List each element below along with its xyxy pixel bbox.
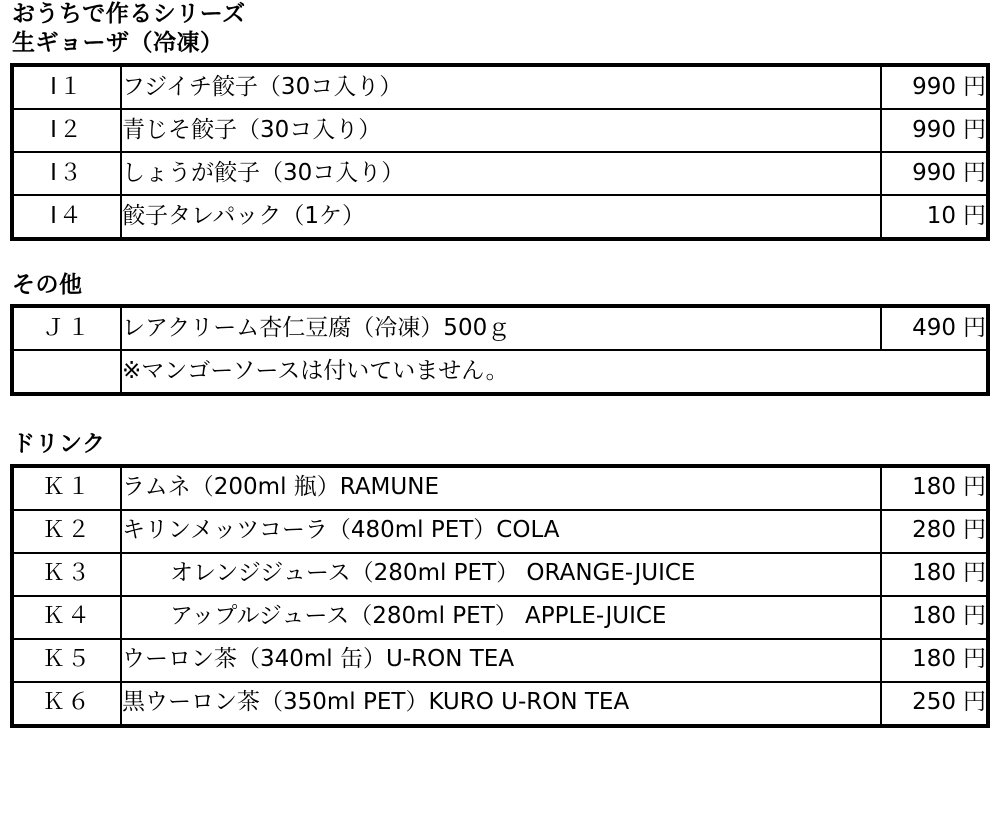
price-value: 990 xyxy=(912,73,956,100)
price-unit: 円 xyxy=(963,202,986,229)
item-price xyxy=(881,109,988,152)
price-value: 990 xyxy=(912,159,956,186)
item-code: Ｋ２ xyxy=(12,510,121,553)
table-row xyxy=(12,152,988,195)
item-code: Ｊ１ xyxy=(12,306,121,350)
item-name: オレンジジュース（280ml PET） ORANGE-JUICE xyxy=(121,553,881,596)
price-unit: 円 xyxy=(963,159,986,186)
item-code: Ｋ１ xyxy=(12,466,121,510)
item-name: ウーロン茶（340ml 缶）U-RON TEA xyxy=(121,639,881,682)
item-price xyxy=(881,306,988,350)
price-unit: 円 xyxy=(963,646,986,673)
table-row xyxy=(12,109,988,152)
price-unit: 円 xyxy=(963,73,986,100)
page-title: おうちで作るシリーズ xyxy=(12,1,246,27)
price-value: 250 xyxy=(912,689,956,716)
item-code: Ⅰ４ xyxy=(12,195,121,239)
table-row-note xyxy=(12,350,988,394)
price-unit: 円 xyxy=(963,315,986,342)
item-code: Ｋ５ xyxy=(12,639,121,682)
price-value: 180 xyxy=(912,646,956,673)
section-spacer xyxy=(10,241,990,271)
item-name: フジイチ餃子（30コ入り） xyxy=(121,65,881,109)
price-value: 490 xyxy=(912,315,956,342)
table-row xyxy=(12,553,988,596)
price-unit: 円 xyxy=(963,517,986,544)
item-code: Ｋ３ xyxy=(12,553,121,596)
table-other xyxy=(10,304,990,396)
table-gyoza xyxy=(10,63,990,241)
table-row xyxy=(12,306,988,350)
item-name: 黒ウーロン茶（350ml PET）KURO U-RON TEA xyxy=(121,682,881,726)
price-unit: 円 xyxy=(963,603,986,630)
table-row xyxy=(12,682,988,726)
table-row xyxy=(12,510,988,553)
section-subtitle-gyoza: 生ギョーザ（冷凍） xyxy=(12,30,224,57)
price-value: 180 xyxy=(912,474,956,501)
price-value: 180 xyxy=(912,603,956,630)
item-price xyxy=(881,466,988,510)
price-unit: 円 xyxy=(963,116,986,143)
item-code: Ｋ６ xyxy=(12,682,121,726)
item-code: Ⅰ２ xyxy=(12,109,121,152)
section-heading-drink xyxy=(10,430,990,459)
item-price xyxy=(881,639,988,682)
item-price xyxy=(881,553,988,596)
section-heading-gyoza xyxy=(10,0,990,59)
item-code-empty xyxy=(12,350,121,394)
item-code: Ⅰ３ xyxy=(12,152,121,195)
item-price xyxy=(881,65,988,109)
item-name: ラムネ（200ml 瓶）RAMUNE xyxy=(121,466,881,510)
item-price xyxy=(881,195,988,239)
section-title-other: その他 xyxy=(12,271,83,298)
price-value: 990 xyxy=(912,116,956,143)
item-price xyxy=(881,682,988,726)
item-code: Ⅰ１ xyxy=(12,65,121,109)
item-note: ※マンゴーソースは付いていません。 xyxy=(121,350,988,394)
price-unit: 円 xyxy=(963,560,986,587)
price-unit: 円 xyxy=(963,474,986,501)
item-price xyxy=(881,596,988,639)
item-name: 餃子タレパック（1ケ） xyxy=(121,195,881,239)
table-row xyxy=(12,639,988,682)
price-value: 10 xyxy=(926,202,956,229)
item-name: 青じそ餃子（30コ入り） xyxy=(121,109,881,152)
section-spacer xyxy=(10,396,990,430)
item-name: レアクリーム杏仁豆腐（冷凍）500ｇ xyxy=(121,306,881,350)
item-name: キリンメッツコーラ（480ml PET）COLA xyxy=(121,510,881,553)
section-title-drink: ドリンク xyxy=(12,431,106,458)
item-name: しょうが餃子（30コ入り） xyxy=(121,152,881,195)
table-drink xyxy=(10,464,990,728)
item-name: アップルジュース（280ml PET） APPLE-JUICE xyxy=(121,596,881,639)
price-value: 180 xyxy=(912,560,956,587)
section-heading-other xyxy=(10,271,990,300)
price-unit: 円 xyxy=(963,689,986,716)
item-price xyxy=(881,510,988,553)
price-value: 280 xyxy=(912,517,956,544)
table-row xyxy=(12,596,988,639)
table-row xyxy=(12,65,988,109)
table-row xyxy=(12,466,988,510)
table-row xyxy=(12,195,988,239)
item-price xyxy=(881,152,988,195)
item-code: Ｋ４ xyxy=(12,596,121,639)
